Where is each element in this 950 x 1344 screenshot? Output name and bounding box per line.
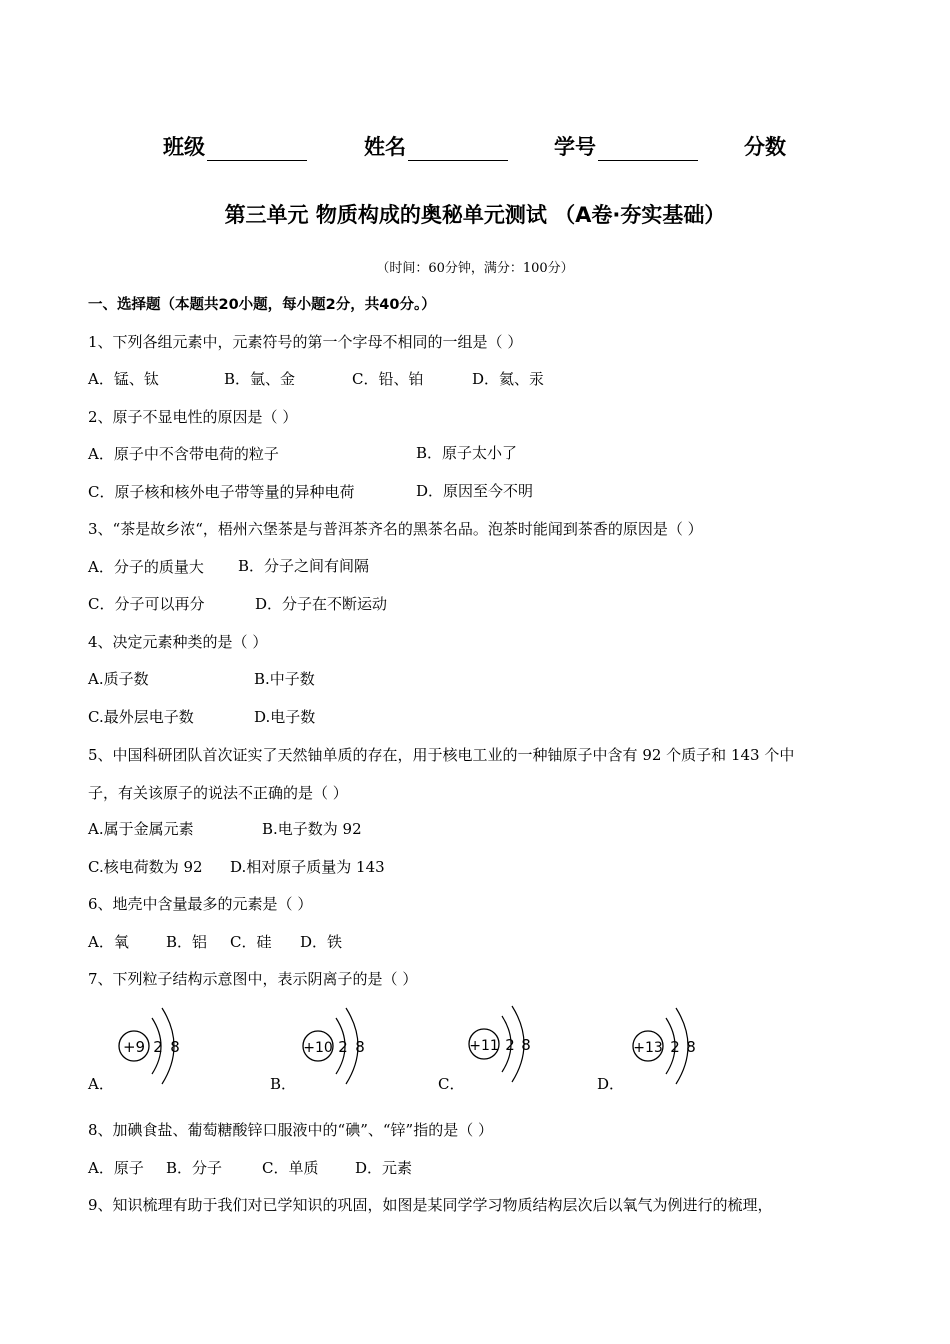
q5-option-a[interactable]: A.属于金属元素 bbox=[88, 820, 194, 838]
shell-2-electrons: 8 bbox=[170, 1038, 180, 1056]
q1-option-b[interactable]: B．氩、金 bbox=[224, 370, 296, 388]
q2-option-c[interactable]: C．原子核和核外电子带等量的异种电荷 bbox=[88, 483, 355, 501]
question-6-stem: 6、地壳中含量最多的元素是（ ） bbox=[88, 895, 313, 913]
class-field bbox=[163, 131, 307, 161]
atom-diagram-b[interactable] bbox=[296, 1004, 376, 1088]
q3-option-d[interactable]: D．分子在不断运动 bbox=[255, 595, 388, 613]
shell-2-electrons: 8 bbox=[355, 1038, 365, 1056]
q1-option-a[interactable]: A．锰、钛 bbox=[88, 370, 159, 388]
q5-option-c[interactable]: C.核电荷数为 92 bbox=[88, 858, 203, 876]
nucleus-charge: +10 bbox=[303, 1040, 333, 1056]
q3-option-b[interactable]: B．分子之间有间隔 bbox=[238, 557, 370, 575]
atom-diagram-a[interactable] bbox=[112, 1004, 192, 1088]
q2-option-b[interactable]: B．原子太小了 bbox=[416, 444, 518, 462]
shell-2-electrons: 8 bbox=[686, 1038, 696, 1056]
name-field bbox=[364, 131, 508, 161]
score-field bbox=[744, 131, 786, 161]
name-label: 姓名 bbox=[364, 135, 406, 159]
question-7-stem: 7、下列粒子结构示意图中，表示阴离子的是（ ） bbox=[88, 970, 418, 988]
q3-option-c[interactable]: C．分子可以再分 bbox=[88, 595, 205, 613]
q5-option-b[interactable]: B.电子数为 92 bbox=[262, 820, 362, 838]
q7-option-b[interactable]: B． bbox=[270, 1075, 297, 1093]
atom-diagram-d[interactable] bbox=[626, 1004, 706, 1088]
q4-option-a[interactable]: A.质子数 bbox=[88, 670, 149, 688]
q1-option-d[interactable]: D．氦、汞 bbox=[472, 370, 545, 388]
q5-option-d[interactable]: D.相对原子质量为 143 bbox=[230, 858, 385, 876]
q1-option-c[interactable]: C．铅、铂 bbox=[352, 370, 424, 388]
q2-option-d[interactable]: D．原因至今不明 bbox=[416, 482, 534, 500]
q7-option-a[interactable]: A． bbox=[88, 1075, 114, 1093]
class-blank[interactable] bbox=[207, 142, 307, 161]
nucleus-charge: +9 bbox=[122, 1038, 146, 1056]
score-label: 分数 bbox=[744, 135, 786, 159]
shell-1-electrons: 2 bbox=[338, 1038, 348, 1056]
q4-option-b[interactable]: B.中子数 bbox=[254, 670, 315, 688]
question-4-stem: 4、决定元素种类的是（ ） bbox=[88, 633, 268, 651]
shell-2-electrons: 8 bbox=[521, 1036, 531, 1054]
question-8-stem: 8、加碘食盐、葡萄糖酸锌口服液中的“碘”、“锌”指的是（ ） bbox=[88, 1121, 493, 1139]
q3-option-a[interactable]: A．分子的质量大 bbox=[88, 558, 204, 576]
q6-option-c[interactable]: C．硅 bbox=[230, 933, 272, 951]
question-2-stem: 2、原子不显电性的原因是（ ） bbox=[88, 408, 298, 426]
q7-option-d[interactable]: D． bbox=[597, 1075, 625, 1093]
question-9-stem: 9、知识梳理有助于我们对已学知识的巩固，如图是某同学学习物质结构层次后以氧气为例进行的梳理， bbox=[88, 1196, 773, 1214]
question-1-stem: 1、下列各组元素中，元素符号的第一个字母不相同的一组是（ ） bbox=[88, 333, 523, 351]
q6-option-a[interactable]: A．氧 bbox=[88, 933, 129, 951]
q4-option-c[interactable]: C.最外层电子数 bbox=[88, 708, 194, 726]
q6-option-b[interactable]: B．铝 bbox=[166, 933, 208, 951]
question-5-stem-line1: 5、中国科研团队首次证实了天然铀单质的存在，用于核电工业的一种铀原子中含有 92 个质子和 143 个中 bbox=[88, 746, 795, 764]
q8-option-b[interactable]: B．分子 bbox=[166, 1159, 223, 1177]
number-label: 学号 bbox=[554, 135, 596, 159]
name-blank[interactable] bbox=[408, 142, 508, 161]
exam-info: （时间：60分钟，满分：100分） bbox=[376, 261, 574, 276]
number-blank[interactable] bbox=[598, 142, 698, 161]
q4-option-d[interactable]: D.电子数 bbox=[254, 708, 316, 726]
q7-option-c[interactable]: C． bbox=[438, 1075, 465, 1093]
atom-diagram-c[interactable] bbox=[462, 1002, 542, 1086]
shell-1-electrons: 2 bbox=[670, 1038, 680, 1056]
q6-option-d[interactable]: D．铁 bbox=[300, 933, 343, 951]
q2-option-a[interactable]: A．原子中不含带电荷的粒子 bbox=[88, 445, 279, 463]
question-5-stem-line2: 子，有关该原子的说法不正确的是（ ） bbox=[88, 784, 348, 802]
nucleus-charge: +13 bbox=[633, 1040, 663, 1056]
shell-1-electrons: 2 bbox=[153, 1038, 163, 1056]
shell-1-electrons: 2 bbox=[505, 1036, 515, 1054]
q8-option-c[interactable]: C．单质 bbox=[262, 1159, 319, 1177]
nucleus-charge: +11 bbox=[469, 1038, 499, 1054]
number-field bbox=[554, 131, 698, 161]
q8-option-a[interactable]: A．原子 bbox=[88, 1159, 144, 1177]
page-title: 第三单元 物质构成的奥秘单元测试 （A卷·夯实基础） bbox=[224, 203, 726, 227]
section-heading: 一、选择题（本题共20小题，每小题2分，共40分。） bbox=[88, 297, 436, 313]
class-label: 班级 bbox=[163, 135, 205, 159]
question-3-stem: 3、“茶是故乡浓“，梧州六堡茶是与普洱茶齐名的黑茶名品。泡茶时能闻到茶香的原因是（ ） bbox=[88, 520, 703, 538]
q8-option-d[interactable]: D．元素 bbox=[355, 1159, 413, 1177]
